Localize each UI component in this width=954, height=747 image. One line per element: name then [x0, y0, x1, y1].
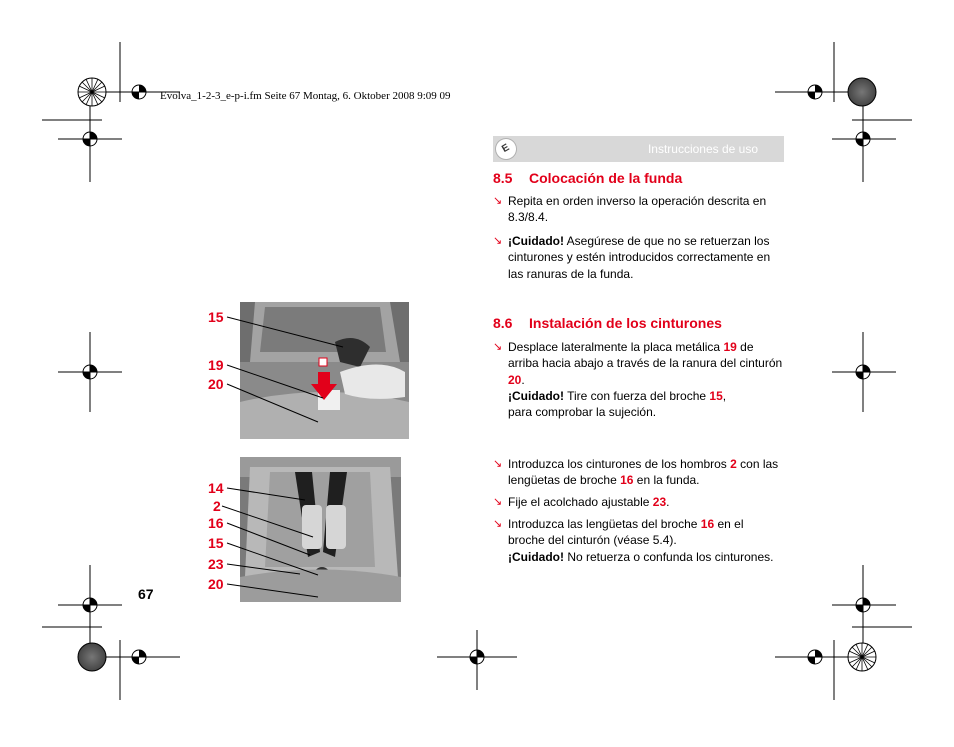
arrow-icon: ↘ [493, 235, 503, 247]
instruction-text: Fije el acolchado ajustable 23. [508, 495, 670, 509]
section-title: Colocación de la funda [529, 170, 683, 186]
instruction-text: Introduzca las lengüetas del broche 16 en el broche del cinturón (véase 5.4). ¡Cuidado! No retuerza o confunda los cinturones. [508, 517, 774, 564]
ref-number: 20 [508, 372, 522, 387]
instruction-text: Introduzca los cinturones de los hombros 2 con las lengüetas de broche 16 en la funda. [508, 457, 779, 488]
instruction-text: Desplace lateralmente la placa metálica 19 de arriba hacia abajo a través de la ranura del cinturón 20. ¡Cuidado! Tire con fuerza del broche 15, para comprobar la sujeción. [508, 340, 783, 420]
ref-number: 15 [709, 388, 723, 403]
arrow-icon: ↘ [493, 496, 503, 508]
figure-1-callout: 20 [208, 376, 224, 392]
ref-number: 23 [652, 495, 667, 509]
ref-number: 19 [723, 340, 737, 354]
section-title: Instalación de los cinturones [529, 315, 722, 331]
arrow-icon: ↘ [493, 458, 503, 470]
caution-text: Asegúrese de que no se retuerzan los cinturones y estén introducidos correctamente en las ranuras de la funda. [508, 234, 771, 281]
arrow-icon: ↘ [493, 341, 503, 353]
instruction-text: Repita en orden inverso la operación descrita en 8.3/8.4. [508, 194, 767, 225]
figure-2-callout: 2 [213, 498, 221, 514]
ref-number: 16 [620, 473, 634, 488]
section-number: 8.5 [493, 170, 513, 186]
arrow-icon: ↘ [493, 518, 503, 530]
figure-1-callout: 19 [208, 357, 224, 373]
figure-2-callout: 15 [208, 535, 224, 551]
figure-2-callout: 23 [208, 556, 224, 572]
language-badge: E [491, 134, 521, 164]
arrow-icon: ↘ [493, 195, 503, 207]
ref-number: 2 [730, 457, 737, 471]
figure-1-callout: 15 [208, 309, 224, 325]
ref-number: 16 [700, 517, 715, 531]
page-number: 67 [138, 586, 154, 602]
figure-2-callout: 14 [208, 480, 224, 496]
figure-2-callout: 20 [208, 576, 224, 592]
banner-title: Instrucciones de uso [647, 142, 758, 156]
file-info-header: Evolva_1-2-3_e-p-i.fm Seite 67 Montag, 6. Oktober 2008 9:09 09 [160, 90, 451, 102]
figure-2-callout: 16 [208, 515, 224, 531]
section-number: 8.6 [493, 315, 513, 331]
caution-label: ¡Cuidado! [508, 549, 564, 564]
caution-label: ¡Cuidado! [508, 234, 564, 248]
caution-label: ¡Cuidado! [508, 388, 564, 403]
